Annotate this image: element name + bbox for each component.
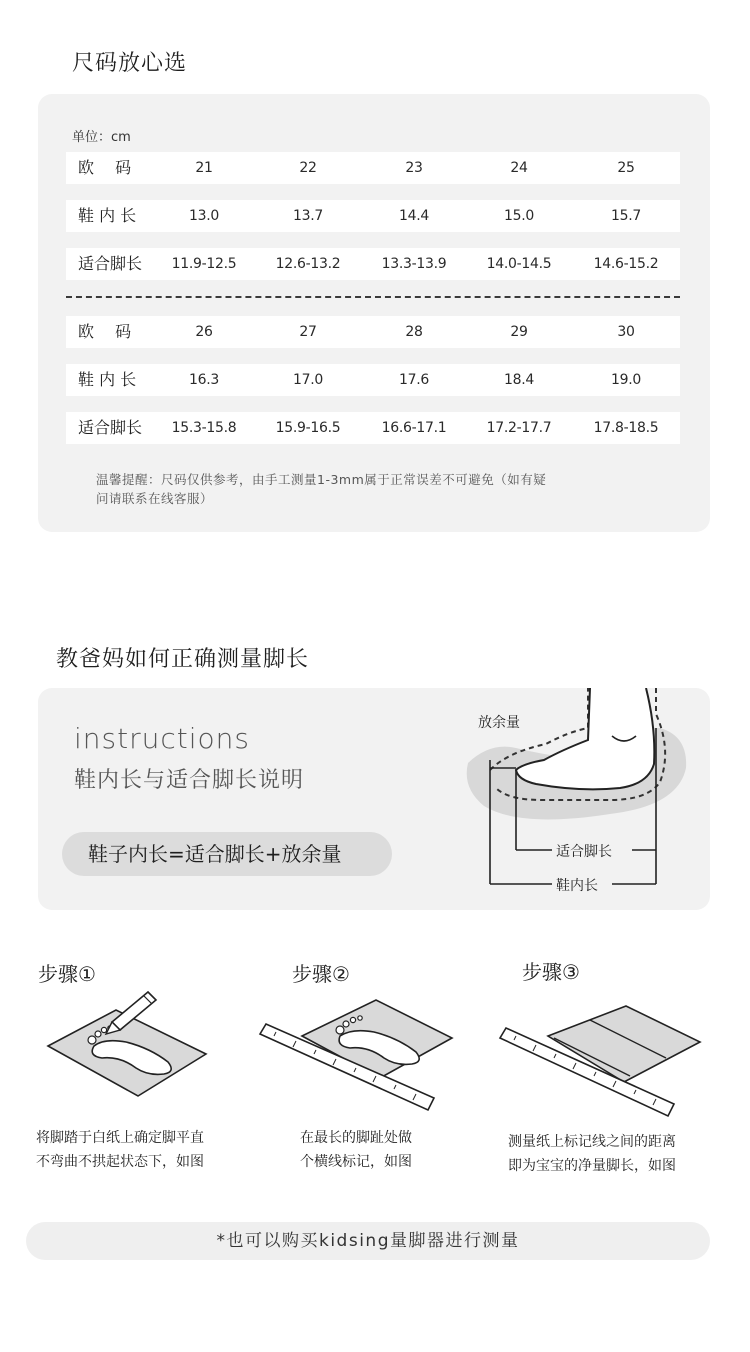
step-1-description (36, 1126, 204, 1174)
table-divider (66, 296, 680, 298)
table-cell: 11.9-12.5 (171, 256, 237, 272)
table-cell: 17.2-17.7 (486, 420, 552, 436)
row-label-inner-length: 鞋 内 长 (78, 370, 137, 389)
table-cell: 23 (405, 160, 423, 176)
table-cell: 15.9-16.5 (275, 420, 341, 436)
table-cell: 14.6-15.2 (593, 256, 659, 272)
table-cell: 22 (299, 160, 317, 176)
table-cell: 14.0-14.5 (486, 256, 552, 272)
table-cell: 16.3 (189, 372, 219, 388)
step-1-illustration (40, 988, 240, 1106)
table-row (66, 152, 680, 184)
size-note-line: 问请联系在线客服） (96, 491, 214, 506)
table-row (66, 248, 680, 280)
formula-text: 鞋子内长=适合脚长+放余量 (88, 842, 342, 866)
table-cell: 12.6-13.2 (275, 256, 341, 272)
foot-length-label: 适合脚长 (556, 844, 612, 860)
instructions-heading-en: instructions (74, 722, 250, 755)
step-2-description (300, 1126, 412, 1174)
table-cell: 17.6 (399, 372, 429, 388)
table-cell: 13.3-13.9 (381, 256, 447, 272)
table-row (66, 316, 680, 348)
measure-section-title: 教爸妈如何正确测量脚长 (56, 647, 310, 672)
table-cell: 30 (617, 324, 635, 340)
step-1-title: 步骤① (38, 962, 96, 986)
step-3-description (508, 1130, 676, 1178)
table-cell: 21 (195, 160, 213, 176)
table-cell: 25 (617, 160, 635, 176)
size-section-title: 尺码放心选 (72, 51, 188, 76)
table-cell: 27 (299, 324, 317, 340)
table-cell: 15.3-15.8 (171, 420, 237, 436)
unit-label: 单位：cm (72, 130, 131, 145)
step-2-illustration (256, 996, 456, 1116)
row-label-eu-size: 欧 码 (78, 158, 132, 177)
table-cell: 15.7 (611, 208, 641, 224)
table-cell: 17.0 (293, 372, 323, 388)
bottom-note: *也可以购买kidsing量脚器进行测量 (216, 1231, 520, 1251)
table-row (66, 412, 680, 444)
table-cell: 19.0 (611, 372, 641, 388)
row-label-inner-length: 鞋 内 长 (78, 206, 137, 225)
table-cell: 16.6-17.1 (381, 420, 447, 436)
table-cell: 17.8-18.5 (593, 420, 659, 436)
step-3-title: 步骤③ (522, 960, 580, 984)
table-cell: 18.4 (504, 372, 534, 388)
bottom-note-bar (26, 1222, 710, 1260)
step-desc-line: 即为宝宝的净量脚长，如图 (508, 1158, 676, 1174)
step-3-illustration (496, 1002, 706, 1118)
table-cell: 24 (510, 160, 528, 176)
step-2-title: 步骤② (292, 962, 350, 986)
formula-pill (62, 832, 392, 876)
row-label-eu-size: 欧 码 (78, 322, 132, 341)
row-label-foot-length: 适合脚长 (78, 418, 143, 437)
row-label-foot-length: 适合脚长 (78, 254, 143, 273)
table-row (66, 200, 680, 232)
step-desc-line: 在最长的脚趾处做 (300, 1130, 412, 1146)
table-cell: 13.7 (293, 208, 323, 224)
table-cell: 13.0 (189, 208, 219, 224)
table-cell: 15.0 (504, 208, 534, 224)
table-cell: 26 (195, 324, 213, 340)
allowance-label: 放余量 (478, 715, 520, 731)
inner-length-label: 鞋内长 (556, 878, 598, 894)
step-desc-line: 将脚踏于白纸上确定脚平直 (36, 1130, 204, 1146)
step-desc-line: 不弯曲不拱起状态下，如图 (36, 1154, 204, 1170)
table-cell: 28 (405, 324, 423, 340)
step-desc-line: 个横线标记，如图 (300, 1154, 412, 1170)
size-note (96, 470, 656, 508)
step-desc-line: 测量纸上标记线之间的距离 (508, 1134, 676, 1150)
instructions-heading-cn: 鞋内长与适合脚长说明 (74, 768, 305, 793)
size-note-line: 温馨提醒：尺码仅供参考，由手工测量1-3mm属于正常误差不可避免（如有疑 (96, 472, 547, 487)
table-cell: 14.4 (399, 208, 429, 224)
table-row (66, 364, 680, 396)
table-cell: 29 (510, 324, 528, 340)
